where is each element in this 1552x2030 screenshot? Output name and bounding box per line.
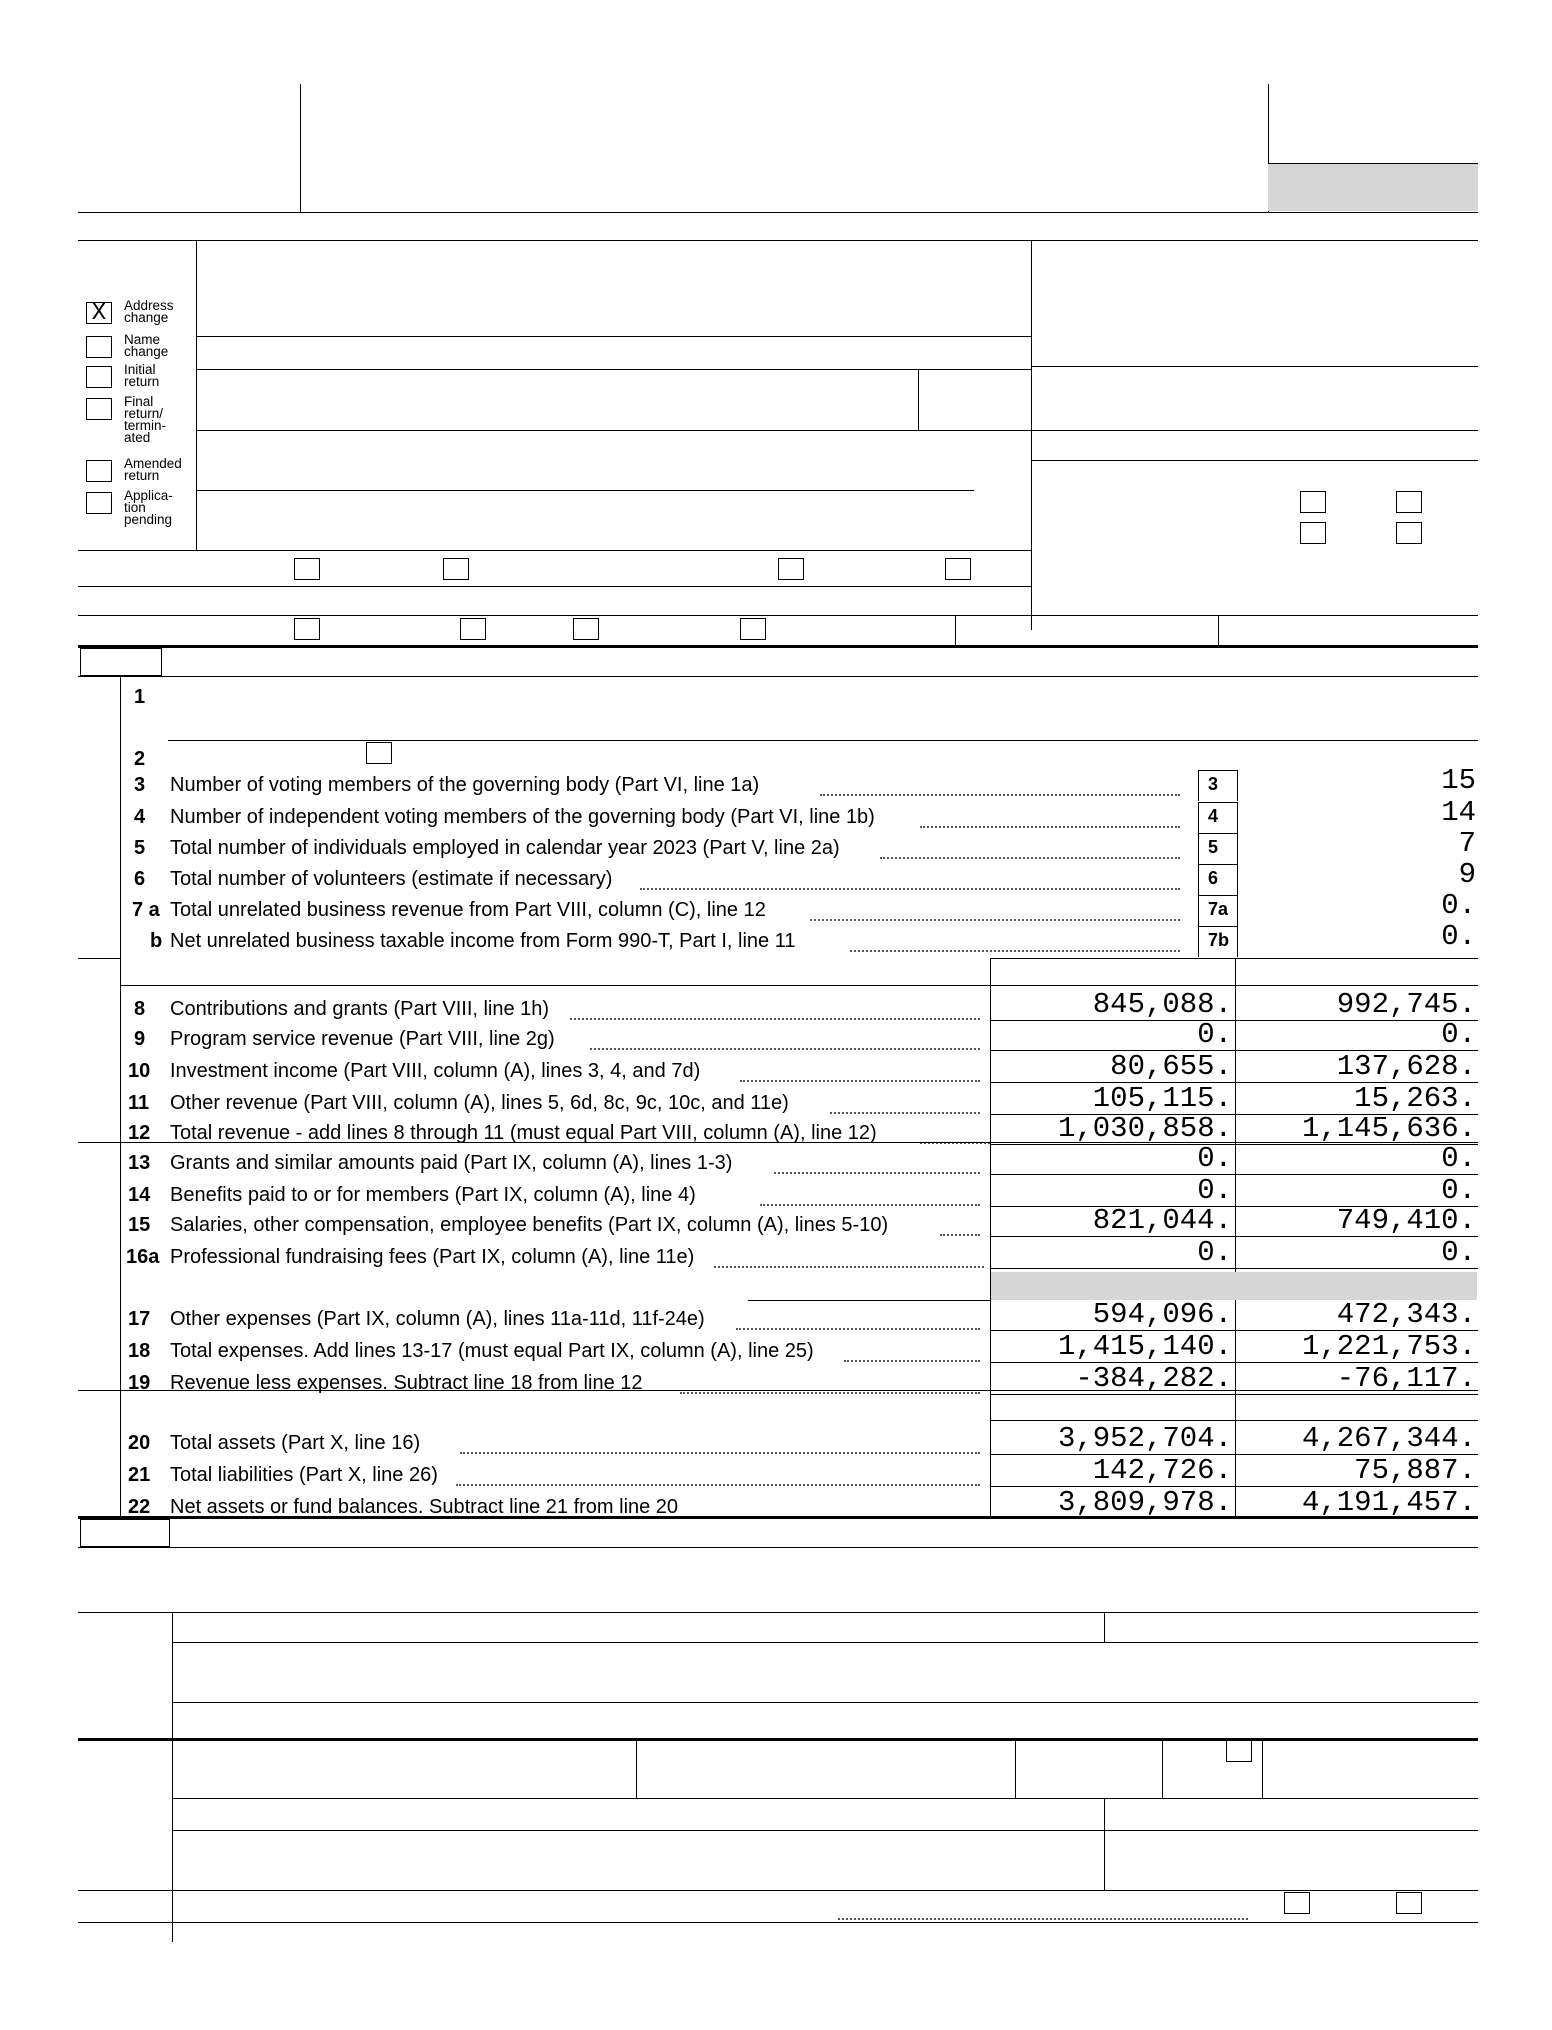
line-label: Net assets or fund balances. Subtract line 21 from line 20: [170, 1496, 679, 1518]
501c3-checkbox[interactable]: [294, 558, 320, 580]
line-label: Total revenue - add lines 8 through 11 (must equal Part VIII, column (A), line 12): [170, 1122, 877, 1144]
b-checkbox-1[interactable]: [86, 336, 112, 358]
line-leader: [830, 1112, 980, 1114]
gov-line-box-no: 7b: [1208, 930, 1230, 950]
line-no: 9: [134, 1028, 146, 1050]
hb-no-checkbox[interactable]: [1396, 522, 1422, 544]
prior-year-value: 0.: [1197, 1174, 1232, 1207]
gov-line-value: 9: [1458, 858, 1476, 891]
gov-line-leader: [880, 857, 1180, 859]
line-label: Professional fundraising fees (Part IX, column (A), line 11e): [170, 1246, 695, 1268]
gov-line-value: 7: [1458, 827, 1476, 860]
b-item-label: return/: [124, 406, 164, 421]
line-no: 15: [128, 1214, 151, 1236]
line-1-no: 1: [134, 686, 146, 708]
gov-line-label: Net unrelated business taxable income from Form 990-T, Part I, line 11: [170, 930, 796, 952]
prior-year-value: -384,282.: [1075, 1362, 1232, 1395]
gov-line-leader: [850, 950, 1180, 952]
current-year-value: 1,145,636.: [1301, 1112, 1476, 1145]
b-item-label: Amended: [124, 456, 182, 471]
prior-year-value: 1,415,140.: [1057, 1330, 1232, 1363]
gov-line-leader: [920, 826, 1180, 828]
line-label: Contributions and grants (Part VIII, line 1h): [170, 998, 550, 1020]
trust-checkbox[interactable]: [460, 618, 486, 640]
b-checkbox-3[interactable]: [86, 398, 112, 420]
side-label-revenue: [82, 994, 108, 1104]
line-label: Total liabilities (Part X, line 26): [170, 1464, 438, 1486]
association-checkbox[interactable]: [573, 618, 599, 640]
current-year-value: 4,267,344.: [1301, 1422, 1476, 1455]
line-2-no: 2: [134, 748, 146, 770]
prior-year-value: 3,952,704.: [1057, 1422, 1232, 1455]
row-rule: [990, 1268, 1478, 1269]
line-leader: [774, 1172, 980, 1174]
4947-checkbox[interactable]: [778, 558, 804, 580]
prior-year-value: 0.: [1197, 1236, 1232, 1269]
line-no: 14: [128, 1184, 151, 1206]
current-year-value: -76,117.: [1336, 1362, 1476, 1395]
b-item-label: Name: [124, 332, 161, 347]
gov-line-value: 0.: [1441, 920, 1476, 953]
line-no: 13: [128, 1152, 151, 1174]
preparer-signature-field[interactable]: [640, 1762, 1015, 1796]
line-leader: [940, 1234, 980, 1236]
gov-line-box-no: 6: [1208, 868, 1219, 888]
hb-yes-checkbox[interactable]: [1300, 522, 1326, 544]
gov-line-no: 5: [134, 837, 146, 859]
current-year-value: 1,221,753.: [1301, 1330, 1476, 1363]
gov-line-no: 3: [134, 774, 146, 796]
line-16b-shaded: [991, 1272, 1477, 1300]
current-year-value: 137,628.: [1336, 1050, 1476, 1083]
prior-year-value: 80,655.: [1110, 1050, 1232, 1083]
current-year-value: 75,887.: [1354, 1454, 1476, 1487]
line-no: 17: [128, 1308, 151, 1330]
b-item-label: change: [124, 344, 169, 359]
gov-line-box-no: 7a: [1208, 899, 1229, 919]
current-year-value: 0.: [1441, 1018, 1476, 1051]
gov-line-no: 6: [134, 868, 146, 890]
gov-line-no: b: [150, 930, 163, 952]
prior-year-value: 821,044.: [1092, 1204, 1232, 1237]
current-year-value: 0.: [1441, 1174, 1476, 1207]
gov-line-no: 4: [134, 806, 146, 828]
line-no: 19: [128, 1372, 151, 1394]
b-checkbox-2[interactable]: [86, 366, 112, 388]
line-label: Program service revenue (Part VIII, line 2g): [170, 1028, 555, 1050]
b-item-label: Address: [124, 298, 174, 313]
current-year-value: 992,745.: [1336, 988, 1476, 1021]
gov-line-no: 7 a: [132, 899, 160, 921]
527-checkbox[interactable]: [945, 558, 971, 580]
line-label: Investment income (Part VIII, column (A), lines 3, 4, and 7d): [170, 1060, 701, 1082]
prior-year-value: 1,030,858.: [1057, 1112, 1232, 1145]
discontinued-checkbox[interactable]: [366, 742, 392, 764]
line-no: 10: [128, 1060, 151, 1082]
current-year-value: 472,343.: [1336, 1298, 1476, 1331]
self-employed-checkbox[interactable]: [1226, 1740, 1252, 1762]
line-no: 18: [128, 1340, 151, 1362]
line-label: Other expenses (Part IX, column (A), lines 11a-11d, 11f-24e): [170, 1308, 705, 1330]
line-no: 12: [128, 1122, 151, 1144]
line-label: Total assets (Part X, line 16): [170, 1432, 421, 1454]
line-label: Benefits paid to or for members (Part IX, column (A), line 4): [170, 1184, 696, 1206]
prior-year-value: 142,726.: [1092, 1454, 1232, 1487]
prior-year-value: 105,115.: [1092, 1082, 1232, 1115]
current-year-value: 0.: [1441, 1236, 1476, 1269]
line-leader: [590, 1048, 980, 1050]
b-item-label: return: [124, 468, 160, 483]
other-checkbox[interactable]: [740, 618, 766, 640]
line-no: 22: [128, 1496, 151, 1518]
gov-line-label: Number of independent voting members of the governing body (Part VI, line 1b): [170, 806, 875, 828]
line-label: Salaries, other compensation, employee benefits (Part IX, column (A), lines 5-10): [170, 1214, 889, 1236]
gov-line-label: Total unrelated business revenue from Part VIII, column (C), line 12: [170, 899, 766, 921]
officer-signature-field[interactable]: [172, 1613, 1104, 1641]
line-leader: [760, 1204, 980, 1206]
prior-year-value: 0.: [1197, 1018, 1232, 1051]
current-year-value: 0.: [1441, 1142, 1476, 1175]
b-checkbox-0[interactable]: X: [86, 302, 112, 324]
b-item-label: pending: [124, 512, 173, 527]
line-label: Other revenue (Part VIII, column (A), lines 5, 6d, 8c, 9c, 10c, and 11e): [170, 1092, 789, 1114]
b-item-label: change: [124, 310, 169, 325]
b-item-label: termin-: [124, 418, 167, 433]
gov-line-value: 0.: [1441, 889, 1476, 922]
line-leader: [460, 1452, 980, 1454]
line-label: Grants and similar amounts paid (Part IX, column (A), lines 1-3): [170, 1152, 733, 1174]
line-leader: [736, 1328, 980, 1330]
line-leader: [714, 1266, 984, 1268]
gov-line-label: Total number of individuals employed in calendar year 2023 (Part V, line 2a): [170, 837, 840, 859]
side-label-expenses: [82, 1214, 108, 1324]
part1-tag-box: [80, 648, 162, 676]
line-leader: [456, 1484, 980, 1486]
prior-year-value: 0.: [1197, 1142, 1232, 1175]
ha-yes-checkbox[interactable]: [1300, 491, 1326, 513]
b-checkbox-4[interactable]: [86, 460, 112, 482]
open-to-public-box: [1268, 163, 1478, 211]
ha-no-checkbox[interactable]: [1396, 491, 1422, 513]
line-no: 11: [128, 1092, 150, 1114]
gov-line-leader: [820, 794, 1180, 796]
b-item-label: Applica-: [124, 488, 173, 503]
current-year-value: 749,410.: [1336, 1204, 1476, 1237]
side-label-governance: [82, 684, 108, 914]
prior-year-value: 845,088.: [1092, 988, 1232, 1021]
b-item-label: tion: [124, 500, 146, 515]
gov-line-leader: [810, 919, 1180, 921]
corporation-checkbox[interactable]: [294, 618, 320, 640]
gov-line-box-no: 4: [1208, 806, 1219, 826]
line-no: 20: [128, 1432, 151, 1454]
line-no: 21: [128, 1464, 151, 1486]
prior-year-value: 3,809,978.: [1057, 1486, 1232, 1519]
b-item-label: ated: [124, 430, 151, 445]
gov-line-value: 15: [1441, 764, 1476, 797]
current-year-value: 15,263.: [1354, 1082, 1476, 1115]
gov-line-leader: [640, 888, 1180, 890]
line-leader: [844, 1360, 980, 1362]
line-leader: [740, 1080, 980, 1082]
line-no: 16a: [126, 1246, 160, 1268]
gov-line-box-no: 5: [1208, 837, 1219, 857]
line-leader: [680, 1392, 980, 1394]
b-item-label: Final: [124, 394, 154, 409]
gov-line-value: 14: [1441, 796, 1476, 829]
line-leader: [570, 1018, 980, 1020]
gov-line-label: Total number of volunteers (estimate if necessary): [170, 868, 613, 890]
discuss-yes-checkbox[interactable]: [1284, 1892, 1310, 1914]
line-label: Revenue less expenses. Subtract line 18 from line 12: [170, 1372, 643, 1394]
current-year-value: 4,191,457.: [1301, 1486, 1476, 1519]
b-item-label: Initial: [124, 362, 156, 377]
line-label: Total expenses. Add lines 13-17 (must equal Part IX, column (A), line 25): [170, 1340, 814, 1362]
gov-line-box-no: 3: [1208, 774, 1219, 794]
prior-year-value: 594,096.: [1092, 1298, 1232, 1331]
line-no: 8: [134, 998, 146, 1020]
row-rule: [990, 1394, 1478, 1395]
b-checkbox-5[interactable]: [86, 492, 112, 514]
part2-tag-box: [80, 1519, 170, 1547]
gov-line-label: Number of voting members of the governing body (Part VI, line 1a): [170, 774, 760, 796]
501c-checkbox[interactable]: [443, 558, 469, 580]
discuss-no-checkbox[interactable]: [1396, 1892, 1422, 1914]
b-item-label: return: [124, 374, 160, 389]
